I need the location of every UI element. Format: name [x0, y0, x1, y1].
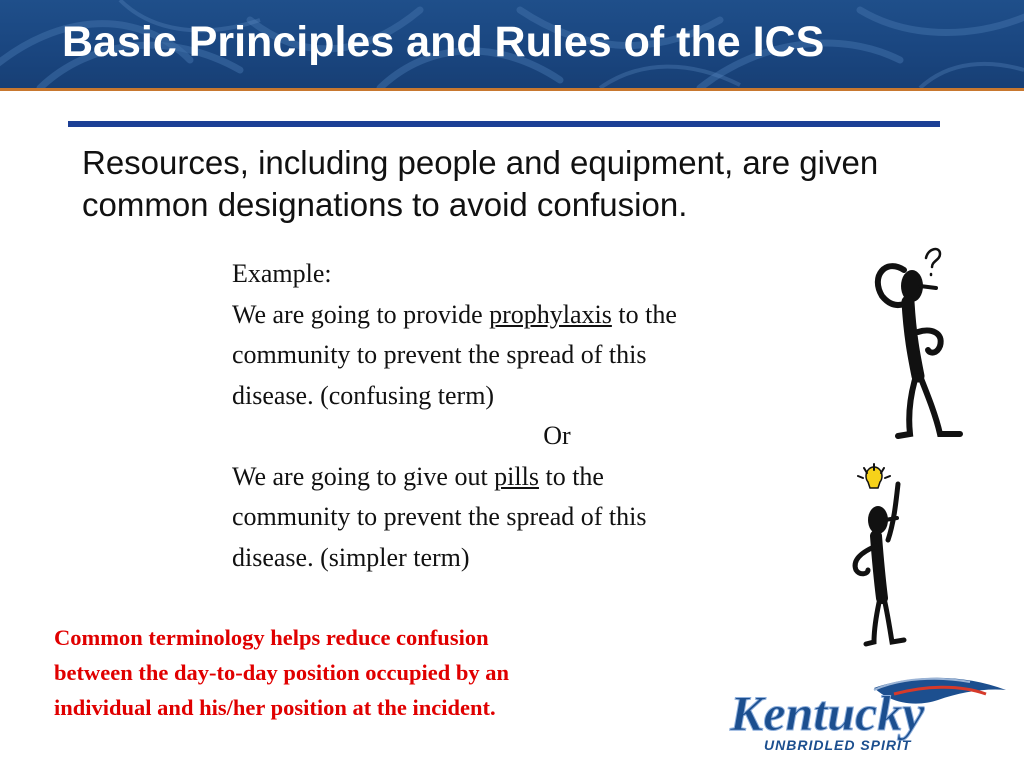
header-accent-rule	[0, 88, 1024, 91]
example-line-1	[232, 295, 832, 336]
slide-title: Basic Principles and Rules of the ICS	[62, 18, 825, 66]
example-line-4-after: to the	[538, 461, 604, 491]
title-bar	[0, 0, 1024, 88]
idea-figure-icon	[838, 462, 928, 652]
logo-tagline: UNBRIDLED SPIRIT	[764, 737, 912, 753]
example-line-1-before: We are going to provide	[232, 299, 490, 329]
note-line-1: Common terminology helps reduce confusion	[54, 625, 489, 650]
example-line-4	[232, 457, 832, 498]
divider-rule	[68, 121, 940, 127]
note-line-2: between the day-to-day position occupied by an	[54, 660, 510, 685]
main-bullet: Resources, including people and equipment, are given common designations to avoid confusion.	[82, 144, 879, 223]
example-line-5: community to prevent the spread of this	[232, 502, 647, 531]
example-line-1-after: to the	[611, 299, 677, 329]
example-block	[232, 254, 832, 578]
note-line-3: individual and his/her position at the incident.	[54, 695, 496, 720]
kentucky-logo	[724, 672, 1014, 758]
example-line-6: disease. (simpler term)	[232, 542, 470, 572]
confused-figure-icon	[860, 236, 970, 446]
simpler-term: pills	[494, 461, 539, 491]
example-heading: Example:	[232, 259, 332, 288]
confusing-term: prophylaxis	[489, 299, 612, 329]
logo-wordmark: Kentucky	[730, 685, 925, 741]
terminology-note	[54, 620, 654, 725]
example-line-4-before: We are going to give out	[232, 461, 495, 491]
example-line-3: disease. (confusing term)	[232, 380, 495, 410]
example-line-2: community to prevent the spread of this	[232, 340, 647, 369]
or-separator: Or	[543, 421, 571, 450]
